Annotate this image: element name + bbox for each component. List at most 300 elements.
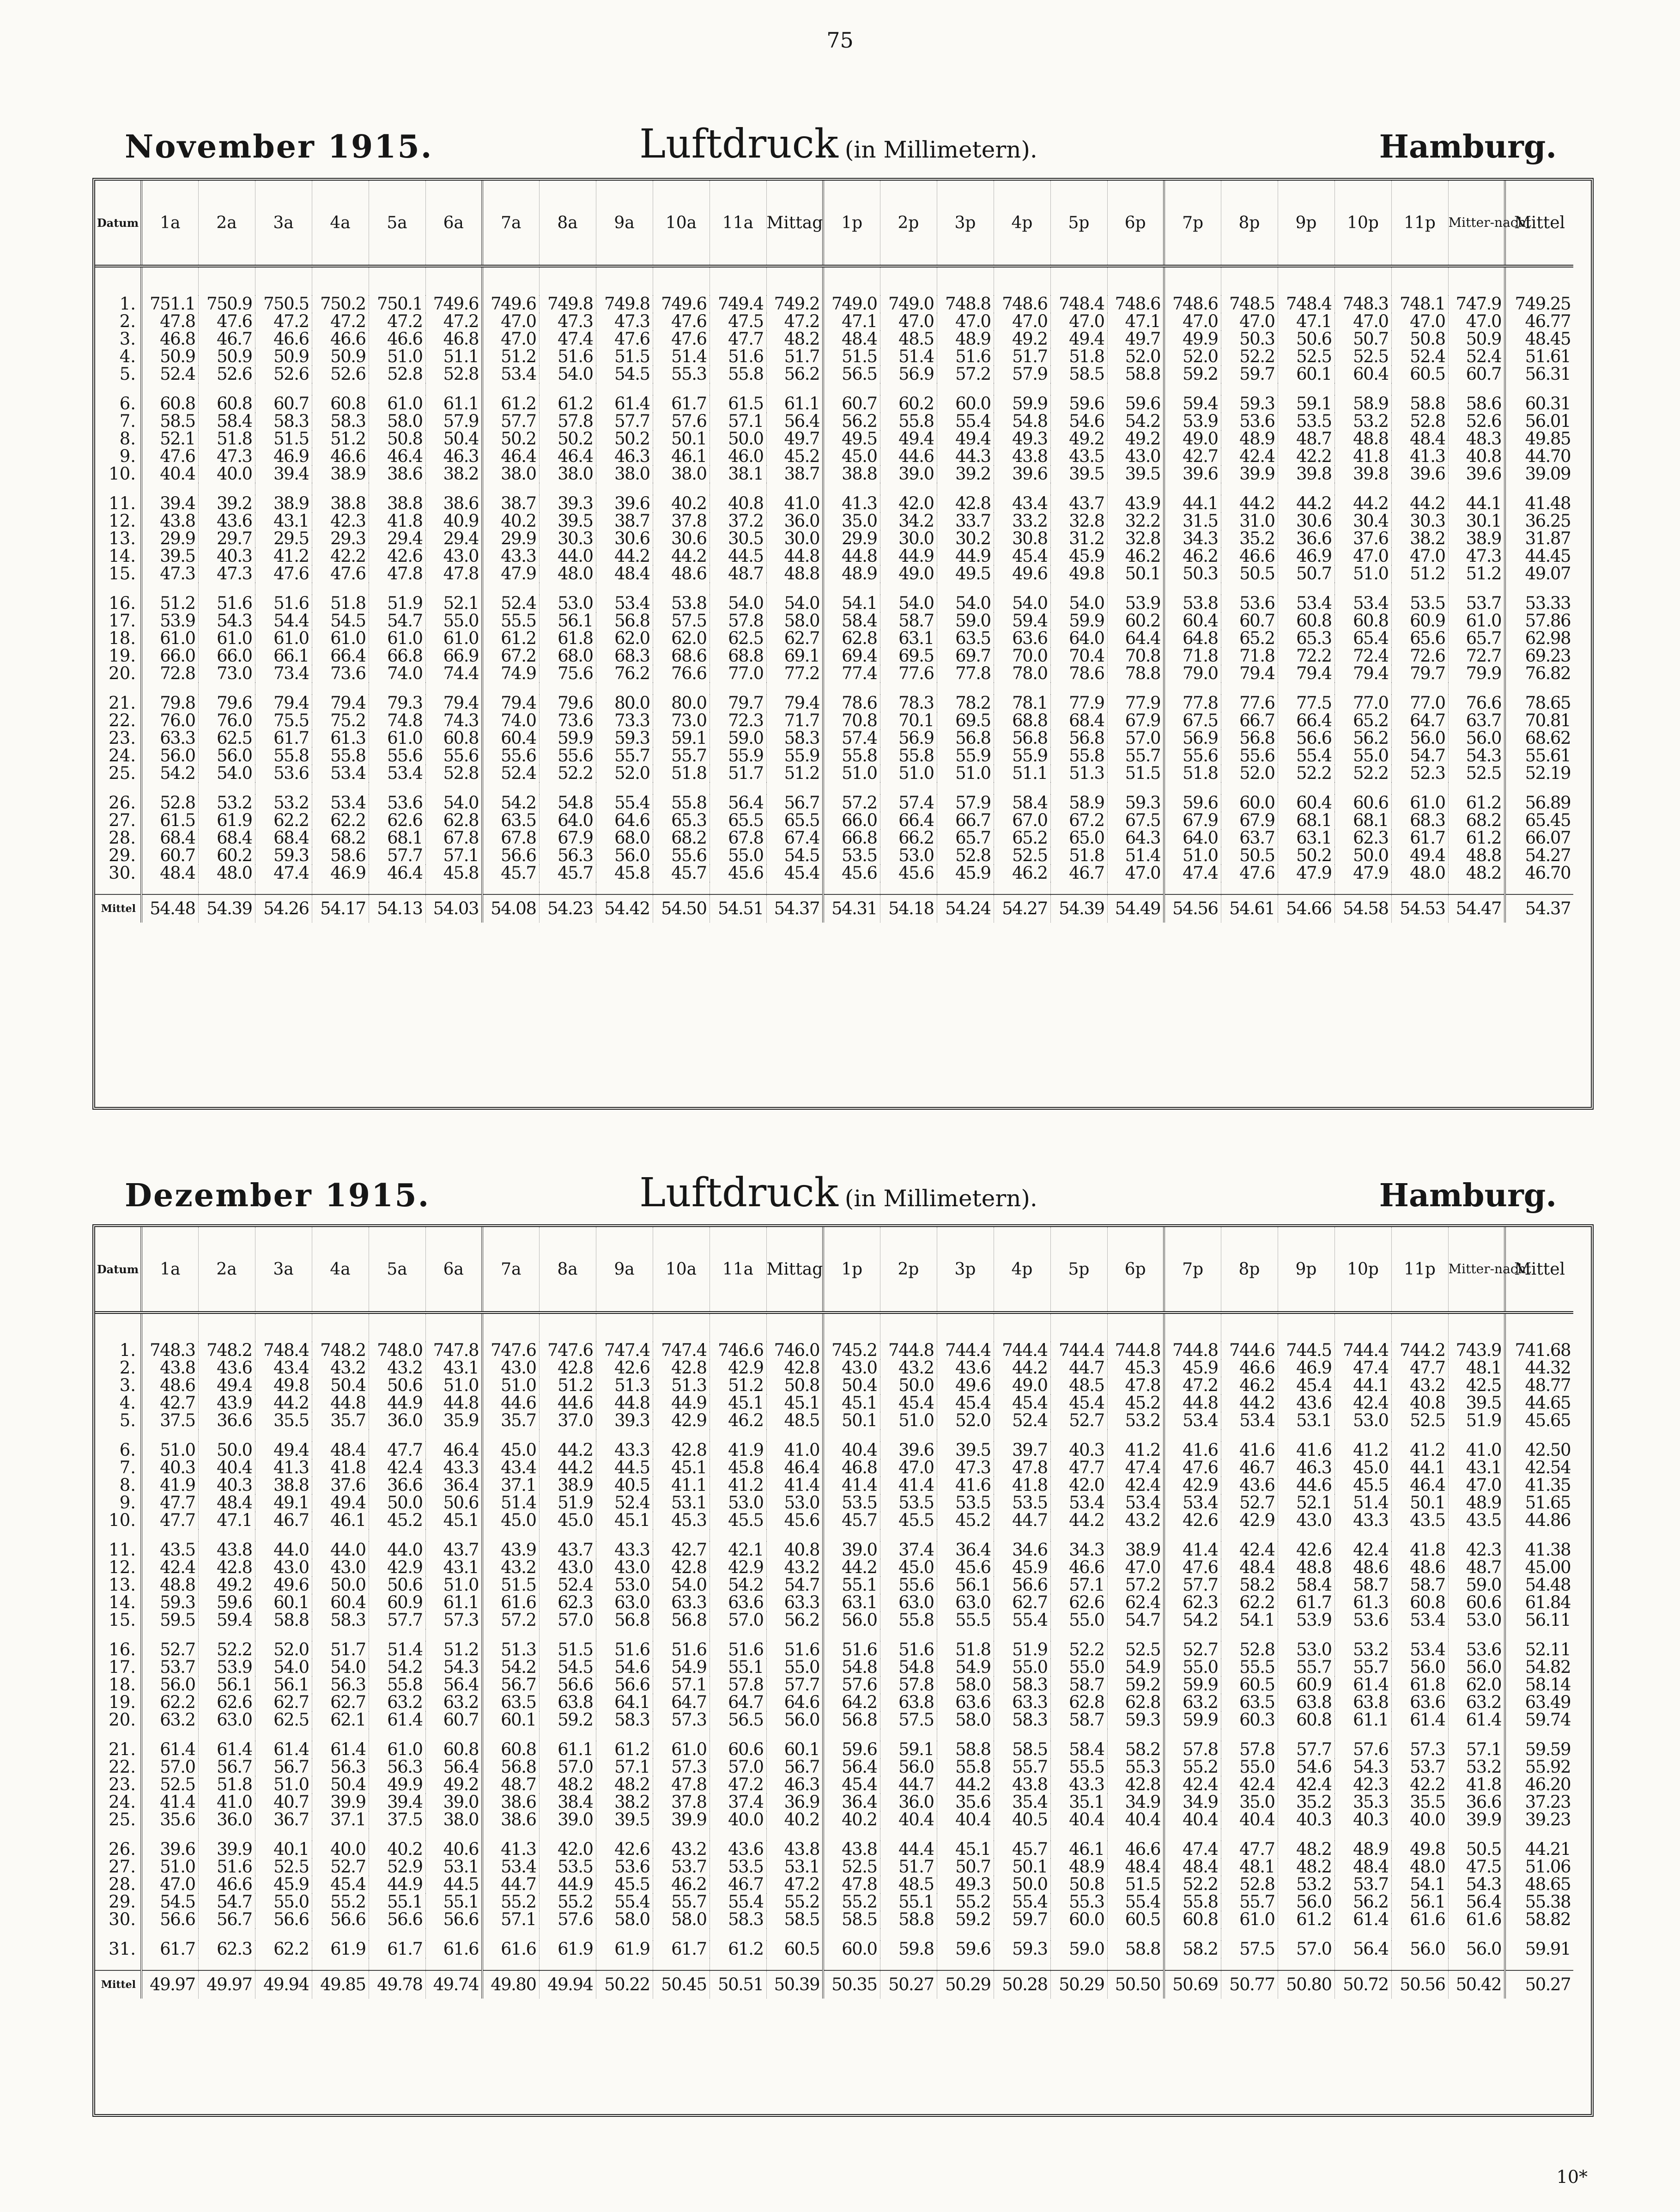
value-cell: 51.6 <box>823 1641 880 1659</box>
value-cell: 51.2 <box>1391 565 1448 583</box>
value-cell: 57.3 <box>1391 1741 1448 1758</box>
daily-mean-cell: 54.48 <box>1505 1576 1573 1594</box>
mean-cell: 54.26 <box>255 894 312 923</box>
value-cell: 61.4 <box>369 1711 425 1729</box>
value-cell: 53.5 <box>539 1858 596 1876</box>
value-cell: 60.7 <box>1221 612 1278 630</box>
value-cell: 60.4 <box>1278 794 1334 812</box>
value-cell: 75.6 <box>539 665 596 682</box>
value-cell: 53.2 <box>255 794 312 812</box>
date-cell: 16. <box>109 1640 136 1659</box>
value-cell: 41.3 <box>255 1459 312 1477</box>
value-cell: 61.7 <box>1391 829 1448 847</box>
value-cell: 50.2 <box>539 430 596 448</box>
value-cell: 59.9 <box>994 395 1050 413</box>
value-cell: 38.9 <box>1107 1541 1164 1559</box>
value-cell: 56.6 <box>141 1911 198 1928</box>
value-cell: 51.0 <box>141 1441 198 1459</box>
value-cell: 58.7 <box>880 612 937 630</box>
mean-cell: 54.48 <box>141 894 198 923</box>
value-cell: 53.5 <box>1391 595 1448 612</box>
value-cell: 50.5 <box>1221 847 1278 864</box>
value-cell: 41.2 <box>710 1477 766 1494</box>
value-cell: 746.0 <box>766 1342 823 1359</box>
value-cell: 44.2 <box>1391 495 1448 512</box>
table-row <box>95 595 1573 612</box>
value-cell: 63.2 <box>1448 1694 1505 1711</box>
value-cell: 40.5 <box>994 1811 1050 1829</box>
value-cell: 43.2 <box>312 1359 369 1377</box>
daily-mean-cell: 37.23 <box>1505 1793 1573 1811</box>
value-cell: 43.6 <box>1278 1394 1334 1412</box>
value-cell: 43.1 <box>425 1359 482 1377</box>
value-cell: 54.4 <box>255 612 312 630</box>
value-cell: 61.2 <box>1448 829 1505 847</box>
value-cell: 46.9 <box>255 448 312 465</box>
column-header: 5p <box>1050 181 1107 266</box>
mean-cell: 54.13 <box>369 894 425 923</box>
value-cell: 63.8 <box>539 1694 596 1711</box>
value-cell: 62.4 <box>1107 1594 1164 1611</box>
value-cell: 61.7 <box>1278 1594 1334 1611</box>
value-cell: 56.6 <box>596 1676 653 1694</box>
value-cell: 59.2 <box>539 1711 596 1729</box>
value-cell: 47.4 <box>255 864 312 882</box>
value-cell: 51.7 <box>766 348 823 365</box>
value-cell: 60.2 <box>198 847 255 864</box>
value-cell: 53.2 <box>1278 1876 1334 1893</box>
value-cell: 51.0 <box>937 765 994 782</box>
value-cell: 51.9 <box>369 595 425 612</box>
value-cell: 51.4 <box>1334 1494 1391 1512</box>
value-cell: 59.0 <box>1448 1576 1505 1594</box>
value-cell: 51.0 <box>482 1377 539 1394</box>
value-cell: 63.3 <box>994 1694 1050 1711</box>
value-cell: 42.5 <box>1448 1377 1505 1394</box>
date-cell: 27. <box>109 810 136 830</box>
value-cell: 58.7 <box>1050 1676 1107 1694</box>
value-cell: 52.8 <box>1221 1876 1278 1893</box>
value-cell: 58.3 <box>994 1711 1050 1729</box>
value-cell: 46.2 <box>653 1876 710 1893</box>
value-cell: 54.0 <box>880 595 937 612</box>
value-cell: 58.9 <box>1050 794 1107 812</box>
value-cell: 58.8 <box>1391 395 1448 413</box>
value-cell: 55.9 <box>937 747 994 765</box>
value-cell: 51.6 <box>710 1641 766 1659</box>
daily-mean-cell: 76.82 <box>1505 665 1573 682</box>
date-cell: 22. <box>109 1757 136 1777</box>
value-cell: 43.8 <box>994 448 1050 465</box>
value-cell: 68.8 <box>994 712 1050 729</box>
date-cell: 22. <box>109 711 136 730</box>
value-cell: 35.7 <box>482 1412 539 1429</box>
value-cell: 42.6 <box>596 1359 653 1377</box>
column-header: Mittel <box>1505 181 1573 266</box>
value-cell: 43.6 <box>937 1359 994 1377</box>
value-cell: 60.8 <box>312 395 369 413</box>
value-cell: 52.2 <box>1050 1641 1107 1659</box>
value-cell: 55.8 <box>880 1611 937 1629</box>
value-cell: 744.8 <box>1164 1342 1221 1359</box>
value-cell: 63.1 <box>1278 829 1334 847</box>
daily-mean-cell: 53.33 <box>1505 595 1573 612</box>
value-cell: 77.9 <box>1107 694 1164 712</box>
value-cell: 61.6 <box>1448 1911 1505 1928</box>
value-cell: 56.1 <box>198 1676 255 1694</box>
value-cell: 31.0 <box>1221 512 1278 530</box>
value-cell: 29.7 <box>198 530 255 547</box>
value-cell: 46.4 <box>425 1441 482 1459</box>
daily-mean-cell: 61.84 <box>1505 1594 1573 1611</box>
date-cell: 23. <box>109 1774 136 1794</box>
value-cell: 57.5 <box>653 612 710 630</box>
value-cell: 51.6 <box>596 1641 653 1659</box>
value-cell: 74.3 <box>425 712 482 729</box>
daily-mean-cell: 42.50 <box>1505 1441 1573 1459</box>
value-cell: 52.8 <box>425 365 482 383</box>
value-cell: 43.1 <box>1448 1459 1505 1477</box>
value-cell: 53.4 <box>482 365 539 383</box>
value-cell: 45.6 <box>880 864 937 882</box>
table-row <box>95 1940 1573 1958</box>
column-header: 8p <box>1221 181 1278 266</box>
column-header: Mittel <box>1505 1227 1573 1313</box>
value-cell: 56.5 <box>823 365 880 383</box>
mean-cell: 50.50 <box>1107 1970 1164 1999</box>
value-cell: 45.2 <box>1107 1394 1164 1412</box>
value-cell: 64.0 <box>1164 829 1221 847</box>
value-cell: 39.0 <box>425 1793 482 1811</box>
value-cell: 46.6 <box>198 1876 255 1893</box>
value-cell: 51.2 <box>482 348 539 365</box>
value-cell: 79.4 <box>766 694 823 712</box>
value-cell: 44.2 <box>994 1359 1050 1377</box>
value-cell: 748.4 <box>1050 295 1107 313</box>
value-cell: 57.8 <box>1221 1741 1278 1758</box>
table-row <box>95 1541 1573 1559</box>
value-cell: 38.9 <box>539 1477 596 1494</box>
column-header: 1a <box>141 1227 198 1313</box>
value-cell: 63.0 <box>937 1594 994 1611</box>
value-cell: 42.8 <box>653 1441 710 1459</box>
value-cell: 747.4 <box>653 1342 710 1359</box>
column-header: 4a <box>312 181 369 266</box>
value-cell: 46.4 <box>369 864 425 882</box>
value-cell: 55.2 <box>482 1893 539 1911</box>
value-cell: 748.8 <box>937 295 994 313</box>
table-row <box>95 295 1573 313</box>
value-cell: 48.0 <box>198 864 255 882</box>
value-cell: 78.1 <box>994 694 1050 712</box>
value-cell: 31.2 <box>1050 530 1107 547</box>
value-cell: 45.4 <box>994 1394 1050 1412</box>
value-cell: 61.9 <box>539 1940 596 1958</box>
value-cell: 61.0 <box>425 630 482 647</box>
value-cell: 51.1 <box>425 348 482 365</box>
value-cell: 748.3 <box>141 1342 198 1359</box>
value-cell: 58.3 <box>312 1611 369 1629</box>
value-cell: 56.7 <box>198 1911 255 1928</box>
value-cell: 40.3 <box>1050 1441 1107 1459</box>
daily-mean-cell: 49.07 <box>1505 565 1573 583</box>
value-cell: 62.0 <box>653 630 710 647</box>
column-header: 3a <box>255 181 312 266</box>
date-cell: 11. <box>109 493 136 513</box>
value-cell: 52.6 <box>255 365 312 383</box>
daily-mean-cell: 62.98 <box>1505 630 1573 647</box>
value-cell: 53.8 <box>1164 595 1221 612</box>
column-header: 11a <box>710 181 766 266</box>
value-cell: 49.2 <box>198 1576 255 1594</box>
value-cell: 62.2 <box>1221 1594 1278 1611</box>
value-cell: 72.8 <box>141 665 198 682</box>
value-cell: 48.9 <box>823 565 880 583</box>
value-cell: 49.7 <box>766 430 823 448</box>
mean-cell: 50.45 <box>653 1970 710 1999</box>
table-row <box>95 547 1573 565</box>
value-cell: 64.7 <box>710 1694 766 1711</box>
value-cell: 45.1 <box>653 1459 710 1477</box>
value-cell: 47.0 <box>1391 547 1448 565</box>
value-cell: 38.0 <box>539 465 596 483</box>
value-cell: 56.3 <box>312 1758 369 1776</box>
value-cell: 43.0 <box>425 547 482 565</box>
value-cell: 44.1 <box>1164 495 1221 512</box>
place-name: Hamburg. <box>1379 128 1557 165</box>
value-cell: 44.7 <box>1050 1359 1107 1377</box>
value-cell: 61.8 <box>539 630 596 647</box>
value-cell: 53.0 <box>880 847 937 864</box>
value-cell: 45.3 <box>653 1512 710 1529</box>
value-cell: 36.0 <box>766 512 823 530</box>
header-row <box>95 181 1573 266</box>
value-cell: 49.4 <box>198 1377 255 1394</box>
value-cell: 62.3 <box>539 1594 596 1611</box>
value-cell: 49.9 <box>1164 330 1221 348</box>
value-cell: 59.9 <box>1164 1711 1221 1729</box>
value-cell: 55.7 <box>1221 1893 1278 1911</box>
value-cell: 61.5 <box>710 395 766 413</box>
value-cell: 57.8 <box>880 1676 937 1694</box>
value-cell: 63.2 <box>425 1694 482 1711</box>
value-cell: 48.7 <box>482 1776 539 1793</box>
value-cell: 54.5 <box>312 612 369 630</box>
value-cell: 32.8 <box>1050 512 1107 530</box>
value-cell: 52.5 <box>1391 1412 1448 1429</box>
mean-cell: 49.97 <box>141 1970 198 1999</box>
value-cell: 64.3 <box>1107 829 1164 847</box>
value-cell: 45.1 <box>596 1512 653 1529</box>
value-cell: 35.9 <box>425 1412 482 1429</box>
value-cell: 72.3 <box>710 712 766 729</box>
value-cell: 39.5 <box>1050 465 1107 483</box>
table-row <box>95 665 1573 682</box>
value-cell: 42.9 <box>710 1359 766 1377</box>
value-cell: 39.3 <box>539 495 596 512</box>
dezember-title-row <box>111 1164 1566 1220</box>
value-cell: 61.7 <box>255 729 312 747</box>
value-cell: 43.8 <box>198 1541 255 1559</box>
mean-cell: 54.37 <box>1505 894 1573 923</box>
value-cell: 44.8 <box>312 1394 369 1412</box>
value-cell: 61.0 <box>1391 794 1448 812</box>
daily-mean-cell: 70.81 <box>1505 712 1573 729</box>
value-cell: 57.9 <box>994 365 1050 383</box>
value-cell: 56.7 <box>198 1758 255 1776</box>
value-cell: 44.9 <box>539 1876 596 1893</box>
value-cell: 58.0 <box>369 413 425 430</box>
value-cell: 51.0 <box>425 1576 482 1594</box>
value-cell: 51.7 <box>880 1858 937 1876</box>
value-cell: 744.4 <box>937 1342 994 1359</box>
value-cell: 47.6 <box>312 565 369 583</box>
value-cell: 34.9 <box>1164 1793 1221 1811</box>
value-cell: 60.8 <box>1278 612 1334 630</box>
table-row <box>95 712 1573 729</box>
value-cell: 64.6 <box>596 812 653 829</box>
value-cell: 58.6 <box>1448 395 1505 413</box>
value-cell: 51.2 <box>141 595 198 612</box>
value-cell: 43.2 <box>369 1359 425 1377</box>
value-cell: 61.1 <box>766 395 823 413</box>
table-row <box>95 612 1573 630</box>
value-cell: 49.2 <box>1107 430 1164 448</box>
value-cell: 51.3 <box>1050 765 1107 782</box>
value-cell: 55.3 <box>653 365 710 383</box>
value-cell: 54.1 <box>1391 1876 1448 1893</box>
value-cell: 64.6 <box>766 1694 823 1711</box>
value-cell: 43.2 <box>653 1841 710 1858</box>
value-cell: 40.0 <box>312 1841 369 1858</box>
value-cell: 55.8 <box>369 1676 425 1694</box>
value-cell: 58.0 <box>653 1911 710 1928</box>
value-cell: 45.8 <box>710 1459 766 1477</box>
value-cell: 56.0 <box>1391 1940 1448 1958</box>
value-cell: 56.0 <box>823 1611 880 1629</box>
value-cell: 49.3 <box>937 1876 994 1893</box>
value-cell: 50.1 <box>653 430 710 448</box>
value-cell: 62.7 <box>312 1694 369 1711</box>
value-cell: 52.4 <box>994 1412 1050 1429</box>
value-cell: 53.4 <box>482 1858 539 1876</box>
value-cell: 62.1 <box>312 1711 369 1729</box>
value-cell: 48.4 <box>141 864 198 882</box>
value-cell: 47.7 <box>1050 1459 1107 1477</box>
value-cell: 57.2 <box>1107 1576 1164 1594</box>
value-cell: 55.2 <box>312 1893 369 1911</box>
daily-mean-cell: 48.65 <box>1505 1876 1573 1893</box>
value-cell: 49.9 <box>369 1776 425 1793</box>
value-cell: 47.0 <box>1448 313 1505 330</box>
value-cell: 44.2 <box>255 1394 312 1412</box>
value-cell: 744.4 <box>994 1342 1050 1359</box>
value-cell: 61.4 <box>1391 1711 1448 1729</box>
column-header: 8p <box>1221 1227 1278 1313</box>
mean-cell: 54.61 <box>1221 894 1278 923</box>
value-cell: 42.4 <box>1107 1477 1164 1494</box>
value-cell: 43.3 <box>596 1441 653 1459</box>
value-cell: 55.4 <box>994 1893 1050 1911</box>
value-cell: 46.6 <box>1107 1841 1164 1858</box>
value-cell: 42.4 <box>1334 1394 1391 1412</box>
value-cell: 40.2 <box>369 1841 425 1858</box>
value-cell: 51.8 <box>198 1776 255 1793</box>
value-cell: 40.0 <box>1391 1811 1448 1829</box>
value-cell: 749.8 <box>596 295 653 313</box>
table-row <box>95 1342 1573 1359</box>
value-cell: 46.0 <box>710 448 766 465</box>
column-header: 7p <box>1164 1227 1221 1313</box>
table-row <box>95 630 1573 647</box>
value-cell: 39.9 <box>312 1793 369 1811</box>
value-cell: 38.0 <box>653 465 710 483</box>
value-cell: 48.1 <box>1448 1359 1505 1377</box>
value-cell: 46.4 <box>369 448 425 465</box>
value-cell: 54.0 <box>198 765 255 782</box>
value-cell: 749.6 <box>653 295 710 313</box>
value-cell: 49.2 <box>994 330 1050 348</box>
daily-mean-cell: 55.38 <box>1505 1893 1573 1911</box>
value-cell: 49.1 <box>255 1494 312 1512</box>
column-header: 3a <box>255 1227 312 1313</box>
value-cell: 63.5 <box>482 812 539 829</box>
mean-cell: 54.24 <box>937 894 994 923</box>
value-cell: 73.6 <box>539 712 596 729</box>
value-cell: 74.0 <box>369 665 425 682</box>
value-cell: 52.7 <box>1050 1412 1107 1429</box>
value-cell: 44.2 <box>823 1559 880 1576</box>
date-cell: 1. <box>119 294 136 314</box>
table-row <box>95 1459 1573 1477</box>
value-cell: 748.4 <box>1278 295 1334 313</box>
value-cell: 39.6 <box>1164 465 1221 483</box>
date-cell: 2. <box>119 311 136 331</box>
daily-mean-cell: 39.23 <box>1505 1811 1573 1829</box>
value-cell: 60.3 <box>1221 1711 1278 1729</box>
value-cell: 60.7 <box>823 395 880 413</box>
value-cell: 72.7 <box>1448 647 1505 665</box>
value-cell: 47.0 <box>937 313 994 330</box>
value-cell: 48.2 <box>539 1776 596 1793</box>
value-cell: 35.0 <box>823 512 880 530</box>
value-cell: 54.2 <box>710 1576 766 1594</box>
value-cell: 56.2 <box>766 1611 823 1629</box>
value-cell: 38.1 <box>710 465 766 483</box>
value-cell: 63.5 <box>482 1694 539 1711</box>
value-cell: 60.7 <box>255 395 312 413</box>
value-cell: 58.8 <box>1107 1940 1164 1958</box>
date-cell: 28. <box>109 828 136 848</box>
value-cell: 63.8 <box>1334 1694 1391 1711</box>
value-cell: 51.6 <box>198 1858 255 1876</box>
mean-cell: 54.58 <box>1334 894 1391 923</box>
value-cell: 56.1 <box>539 612 596 630</box>
value-cell: 61.1 <box>539 1741 596 1758</box>
value-cell: 36.6 <box>198 1412 255 1429</box>
value-cell: 42.8 <box>539 1359 596 1377</box>
value-cell: 749.2 <box>766 295 823 313</box>
value-cell: 59.1 <box>1278 395 1334 413</box>
value-cell: 46.6 <box>312 330 369 348</box>
value-cell: 45.1 <box>766 1394 823 1412</box>
mean-cell: 49.80 <box>482 1970 539 1999</box>
value-cell: 45.7 <box>539 864 596 882</box>
value-cell: 63.6 <box>994 630 1050 647</box>
date-cell: 20. <box>109 663 136 683</box>
date-cell: 4. <box>119 1393 136 1413</box>
value-cell: 44.2 <box>1334 495 1391 512</box>
